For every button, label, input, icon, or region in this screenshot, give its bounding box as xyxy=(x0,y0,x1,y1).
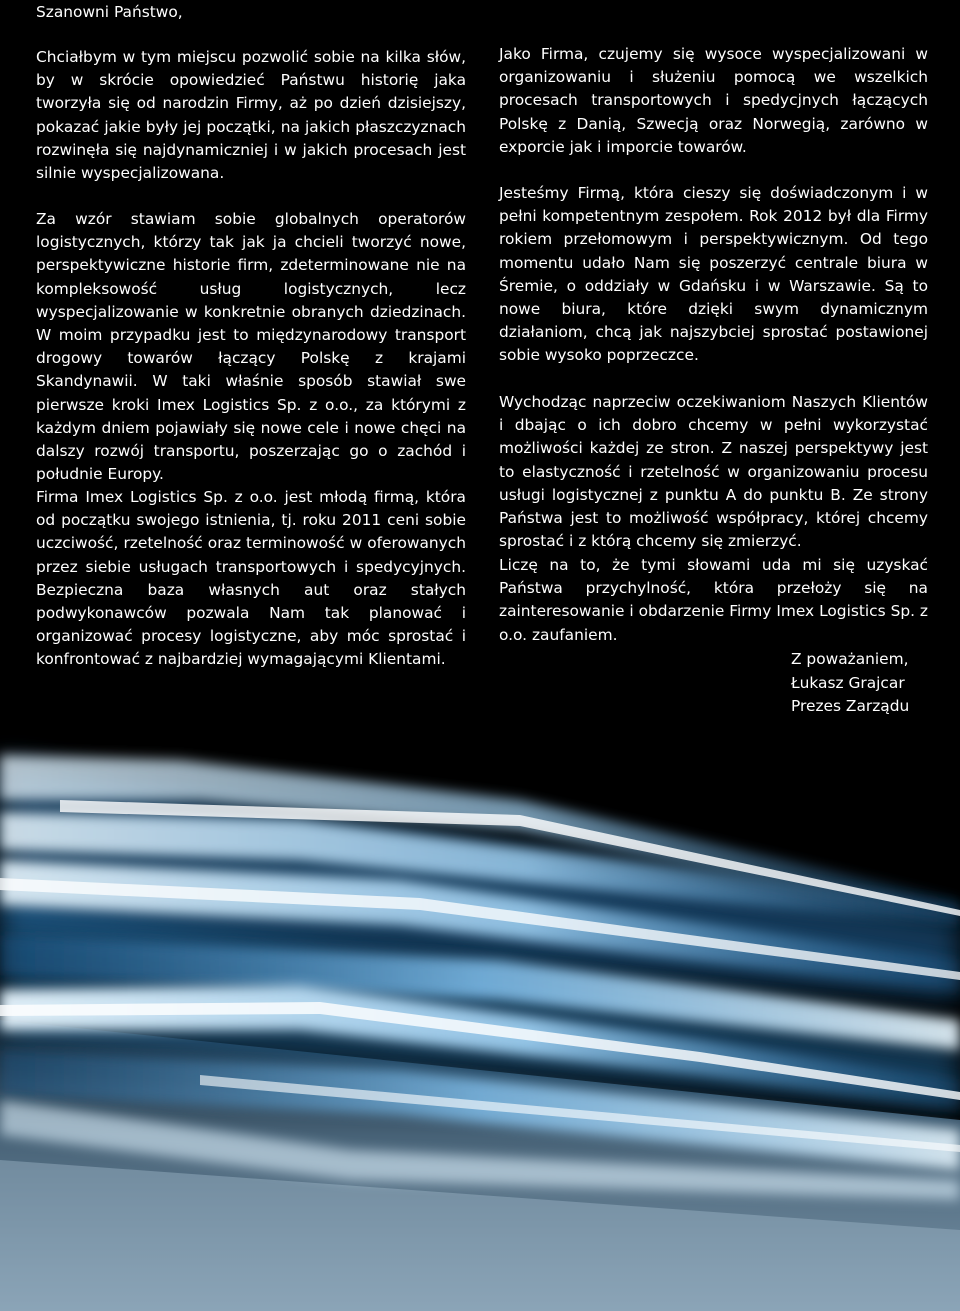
right-column-team xyxy=(499,182,928,368)
left-column xyxy=(36,46,466,185)
right-column-closing xyxy=(499,554,928,647)
paragraph-company-profile: Firma Imex Logistics Sp. z o.o. jest młodą firmą, która od początku swojego istnienia, tj. roku 2011 ceni sobie uczciwość, rzetelność oraz terminowość w oferowanych przez siebie usługach transportowych i spedycyjnych. Bezpieczna baza własnych aut oraz stałych podwykonawców pozwala Nam tak planować i organizować procesy logistyczne, aby móc sprostać i konfrontować z najbardziej wymagającymi Klientami. xyxy=(36,488,466,669)
paragraph-role-models: Za wzór stawiam sobie globalnych operatorów logistycznych, którzy tak jak ja chcieli tworzyć nowe, perspektywiczne historie firm, zdeterminowane nie na kompleksowość usług logistycznych, lecz wyspecjalizowanie w konkretnie obranych dziedzinach. W moim przypadku jest to międzynarodowy transport drogowy towarów łączący Polskę z krajami Skandynawii. W taki właśnie sposób stawiał swe pierwsze kroki Imex Logistics Sp. z o.o., za którymi z każdym dniem pojawiały się nowe cele i nowe chęci na dalszy rozwój transportu, poszerzając go o zachód i południe Europy. xyxy=(36,210,466,484)
closing-phrase: Z poważaniem, xyxy=(791,650,909,668)
signer-title: Prezes Zarządu xyxy=(791,697,910,715)
signature-block xyxy=(791,648,909,719)
left-column-company-profile xyxy=(36,486,466,672)
paragraph-history-intro: Chciałbym w tym miejscu pozwolić sobie na kilka słów, by w skrócie opowiedzieć Państwu historię jaka tworzyła się od narodzin Firmy, aż po dzień dzisiejszy, pokazać jakie były jej początki, na jakich płaszczyznach rozwinęła się najdynamiczniej i w jakich procesach jest silnie wyspecjalizowana. xyxy=(36,48,466,183)
paragraph-closing-hope: Liczę na to, że tymi słowami uda mi się uzyskać Państwa przychylność, która przełoży się na zainteresowanie i obdarzenie Firmy Imex Logistics Sp. z o.o. zaufaniem. xyxy=(499,556,928,644)
signer-name: Łukasz Grajcar xyxy=(791,673,905,692)
paragraph-clients: Wychodząc naprzeciw oczekiwaniom Naszych Klientów i dbając o ich dobro chcemy w pełni wykorzystać możliwości każdej ze stron. Z naszej perspektywy jest to elastyczność i rzetelność w organizowaniu procesu usługi logistycznej z punktu A do punktu B. Ze strony Państwa jest to możliwość współpracy, której chcemy sprostać i z którą chcemy się zmierzyć. xyxy=(499,393,928,551)
right-column xyxy=(499,43,928,159)
left-column-role-models xyxy=(36,208,466,486)
letter-greeting: Szanowni Państwo, xyxy=(36,3,183,21)
right-column-clients xyxy=(499,391,928,553)
paragraph-team: Jesteśmy Firmą, która cieszy się doświadczonym i w pełni kompetentnym zespołem. Rok 2012 był dla Firmy rokiem przełomowym i perspektywicznym. Od tego momentu udało Nam się poszerzyć centrale biura w Śremie, o oddziały w Gdańsku i w Warszawie. Są to nowe biura, które dzięki swym dynamicznym działaniom, chcą jak najszybciej sprostać postawionej sobie wysoko poprzeczce. xyxy=(499,184,928,365)
paragraph-specialization: Jako Firma, czujemy się wysoce wyspecjalizowani w organizowaniu i służeniu pomocą we wszelkich procesach transportowych i spedycjnych łączących Polskę z Danią, Szwecją oraz Norwegią, zarówno w exporcie jak i imporcie towarów. xyxy=(499,45,928,156)
